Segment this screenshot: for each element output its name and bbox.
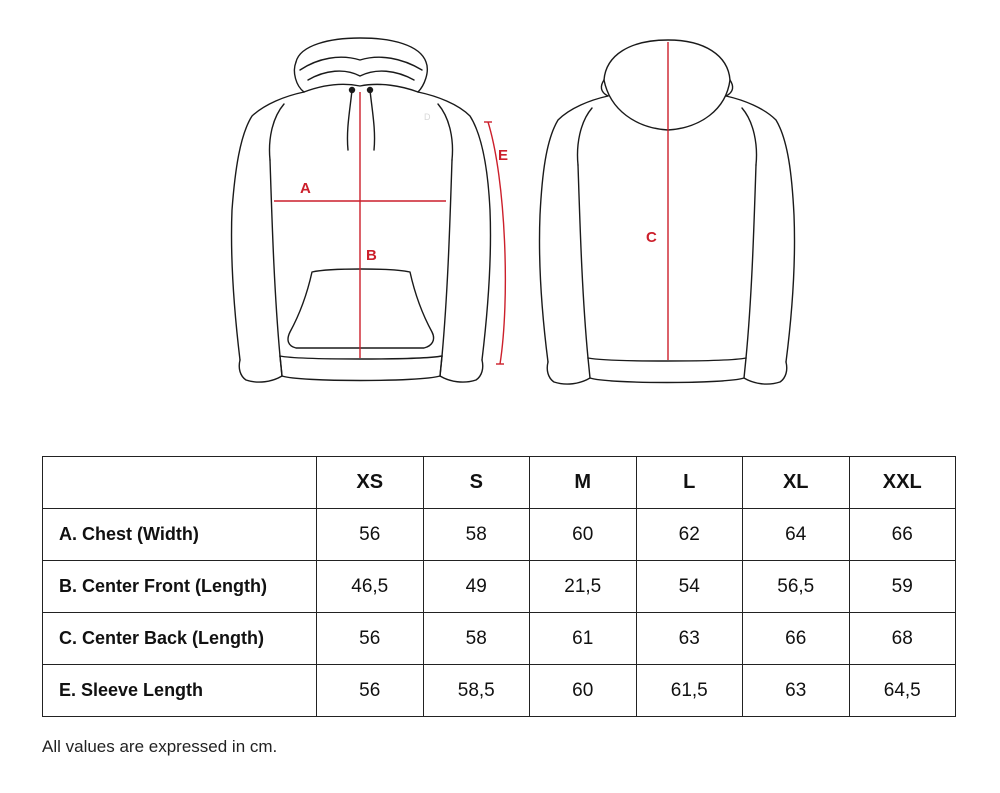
- table-cell: 61,5: [636, 665, 743, 717]
- table-cell: 46,5: [317, 561, 424, 613]
- table-cell: 60: [530, 509, 637, 561]
- row-label-sleeve: E. Sleeve Length: [43, 665, 317, 717]
- table-cell: 56: [317, 613, 424, 665]
- label-b: B: [366, 247, 377, 264]
- label-a: A: [300, 180, 311, 197]
- table-cell: 56: [317, 665, 424, 717]
- table-cell: 58,5: [423, 665, 530, 717]
- table-cell: 58: [423, 509, 530, 561]
- table-row: [43, 613, 956, 665]
- table-cell: 21,5: [530, 561, 637, 613]
- units-note: All values are expressed in cm.: [42, 737, 278, 756]
- table-cell: 68: [849, 613, 956, 665]
- header-size-m: M: [530, 457, 637, 509]
- front-measurements: [274, 92, 505, 364]
- table-cell: 63: [743, 665, 850, 717]
- table-cell: 58: [423, 613, 530, 665]
- row-label-center-back: C. Center Back (Length): [43, 613, 317, 665]
- table-row: [43, 509, 956, 561]
- table-cell: 64,5: [849, 665, 956, 717]
- table-cell: 66: [849, 509, 956, 561]
- size-chart-table: [42, 456, 956, 717]
- table-row: [43, 665, 956, 717]
- hoodie-back: [539, 40, 794, 384]
- table-cell: 60: [530, 665, 637, 717]
- table-cell: 49: [423, 561, 530, 613]
- label-e: E: [498, 147, 509, 164]
- table-cell: 56,5: [743, 561, 850, 613]
- row-label-center-front: B. Center Front (Length): [43, 561, 317, 613]
- header-size-xxl: XXL: [849, 457, 956, 509]
- hoodie-front: [231, 38, 490, 382]
- table-cell: 66: [743, 613, 850, 665]
- header-corner: [43, 457, 317, 509]
- header-size-xl: XL: [743, 457, 850, 509]
- table-cell: 59: [849, 561, 956, 613]
- header-size-s: S: [423, 457, 530, 509]
- table-cell: 62: [636, 509, 743, 561]
- header-size-xs: XS: [317, 457, 424, 509]
- header-size-l: L: [636, 457, 743, 509]
- table-cell: 61: [530, 613, 637, 665]
- row-label-chest: A. Chest (Width): [43, 509, 317, 561]
- table-cell: 56: [317, 509, 424, 561]
- table-header-row: [43, 457, 956, 509]
- table-row: [43, 561, 956, 613]
- table-cell: 54: [636, 561, 743, 613]
- label-c: C: [646, 229, 657, 246]
- table-cell: 64: [743, 509, 850, 561]
- label-d: D: [424, 112, 431, 122]
- table-cell: 63: [636, 613, 743, 665]
